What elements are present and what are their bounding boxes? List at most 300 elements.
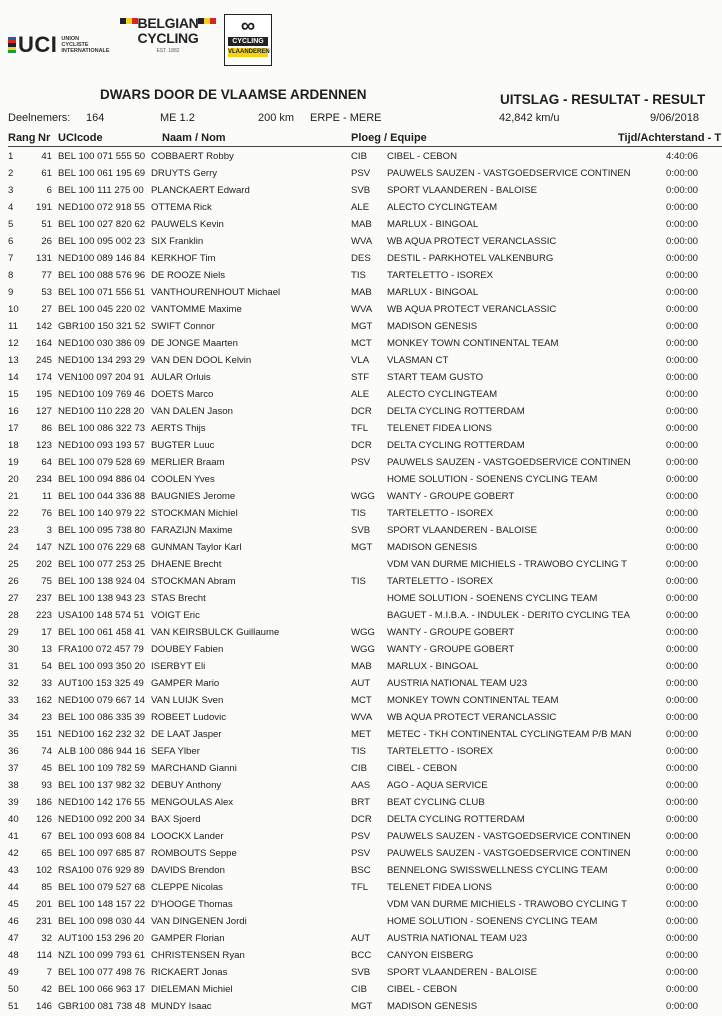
result-team-name: MONKEY TOWN CONTINENTAL TEAM [387,338,559,349]
result-team-name: TARTELETTO - ISOREX [387,508,494,519]
result-ucicode: VEN100 097 204 91 [58,372,145,383]
result-ucicode: BEL 100 138 924 04 [58,576,146,587]
result-team-name: PAUWELS SAUZEN - VASTGOEDSERVICE CONTINEN [387,168,631,179]
result-team-code: TFL [351,882,369,893]
result-bib: 85 [41,882,52,893]
result-rank: 14 [8,372,19,383]
result-bib: 51 [41,219,52,230]
result-time: 0:00:00 [666,848,699,859]
result-ucicode: BEL 100 140 979 22 [58,508,146,519]
belgian-cycling-logo [118,14,218,66]
result-rank: 33 [8,695,19,706]
result-team-name: MARLUX - BINGOAL [387,661,479,672]
table-row [0,403,722,420]
result-team-code: SVB [351,525,371,536]
result-team-name: BAGUET - M.I.B.A. - INDULEK - DERITO CYCLING TEA [387,610,631,621]
result-rank: 9 [8,287,14,298]
race-date: 9/06/2018 [650,112,699,124]
result-time: 0:00:00 [666,831,699,842]
result-rank: 26 [8,576,19,587]
result-team-code: BRT [351,797,371,808]
result-rank: 46 [8,916,19,927]
result-rank: 31 [8,661,19,672]
result-rank: 29 [8,627,19,638]
table-row [0,590,722,607]
result-team-name: PAUWELS SAUZEN - VASTGOEDSERVICE CONTINEN [387,831,631,842]
table-row [0,726,722,743]
result-rider-name: DHAENE Brecht [151,559,222,570]
result-rank: 39 [8,797,19,808]
result-rank: 36 [8,746,19,757]
result-team-name: WANTY - GROUPE GOBERT [387,491,515,502]
result-team-code: DCR [351,406,372,417]
participants-label: Deelnemers: [8,112,71,124]
result-team-code: WVA [351,236,373,247]
table-row [0,420,722,437]
result-time: 0:00:00 [666,865,699,876]
result-bib: 93 [41,780,52,791]
result-rider-name: STOCKMAN Abram [151,576,236,587]
result-rank: 6 [8,236,14,247]
table-row [0,692,722,709]
result-team-code: WVA [351,304,373,315]
infinity-icon: ∞ [240,15,256,37]
result-ucicode: NED100 072 918 55 [58,202,145,213]
result-team-name: AUSTRIA NATIONAL TEAM U23 [387,678,528,689]
result-team-name: CANYON EISBERG [387,950,474,961]
table-row [0,828,722,845]
result-time: 0:00:00 [666,712,699,723]
result-rider-name: SEFA Ylber [151,746,200,757]
result-rider-name: COOLEN Yves [151,474,215,485]
table-row [0,811,722,828]
result-rider-name: BAUGNIES Jerome [151,491,236,502]
result-bib: 26 [41,236,52,247]
result-rider-name: VAN LUIJK Sven [151,695,224,706]
result-bib: 174 [35,372,52,383]
result-bib: 146 [35,1001,52,1012]
table-row [0,437,722,454]
result-bib: 27 [41,304,52,315]
result-team-name: HOME SOLUTION - SOENENS CYCLING TEAM [387,916,598,927]
result-bib: 33 [41,678,52,689]
result-time: 0:00:00 [666,678,699,689]
result-ucicode: ALB 100 086 944 16 [58,746,146,757]
result-team-code: CIB [351,984,367,995]
result-time: 0:00:00 [666,610,699,621]
result-rider-name: DE ROOZE Niels [151,270,226,281]
table-row [0,913,722,930]
result-ucicode: BEL 100 097 685 87 [58,848,146,859]
result-team-code: WGG [351,644,375,655]
result-bib: 102 [35,865,52,876]
result-team-name: MARLUX - BINGOAL [387,287,479,298]
result-team-name: CIBEL - CEBON [387,151,458,162]
result-bib: 53 [41,287,52,298]
result-ucicode: AUT100 153 296 20 [58,933,144,944]
result-rider-name: PAUWELS Kevin [151,219,224,230]
result-bib: 67 [41,831,52,842]
result-ucicode: BEL 100 079 527 68 [58,882,146,893]
belgian-flag-icon [120,18,138,24]
result-bib: 202 [35,559,52,570]
result-time: 0:00:00 [666,882,699,893]
table-row [0,998,722,1015]
participants-count: 164 [86,112,105,124]
race-distance: 200 km [258,112,295,124]
uci-rainbow-icon [8,37,16,53]
table-row [0,352,722,369]
result-time: 0:00:00 [666,967,699,978]
result-bib: 162 [35,695,52,706]
result-rank: 25 [8,559,19,570]
result-time: 0:00:00 [666,185,699,196]
result-ucicode: NZL 100 099 793 61 [58,950,146,961]
result-time: 0:00:00 [666,525,699,536]
result-ucicode: BEL 100 071 556 51 [58,287,146,298]
result-team-code: STF [351,372,370,383]
result-rank: 19 [8,457,19,468]
result-time: 0:00:00 [666,202,699,213]
result-ucicode: BEL 100 061 195 69 [58,168,146,179]
result-time: 0:00:00 [666,304,699,315]
result-time: 4:40:06 [666,151,699,162]
result-team-code: PSV [351,831,371,842]
result-time: 0:00:00 [666,219,699,230]
table-row [0,471,722,488]
result-rank: 12 [8,338,19,349]
result-time: 0:00:00 [666,236,699,247]
result-team-name: WB AQUA PROTECT VERANCLASSIC [387,304,557,315]
result-rider-name: COBBAERT Robby [151,151,234,162]
result-time: 0:00:00 [666,321,699,332]
result-time: 0:00:00 [666,780,699,791]
result-rider-name: ISERBYT Eli [151,661,206,672]
result-rider-name: DEBUY Anthony [151,780,222,791]
result-time: 0:00:00 [666,576,699,587]
result-team-name: TARTELETTO - ISOREX [387,576,494,587]
result-ucicode: USA100 148 574 51 [58,610,145,621]
result-rider-name: STAS Brecht [151,593,206,604]
result-rank: 21 [8,491,19,502]
result-time: 0:00:00 [666,950,699,961]
result-bib: 61 [41,168,52,179]
result-team-code: CIB [351,151,367,162]
cycling-vlaanderen-line2: VLAANDEREN [228,49,270,55]
result-bib: 123 [35,440,52,451]
table-row [0,301,722,318]
table-row [0,522,722,539]
result-rider-name: BAX Sjoerd [151,814,201,825]
result-rank: 42 [8,848,19,859]
result-rider-name: SIX Franklin [151,236,204,247]
result-team-code: MGT [351,1001,373,1012]
result-rank: 1 [8,151,14,162]
table-row [0,845,722,862]
result-team-name: SPORT VLAANDEREN - BALOISE [387,525,537,536]
table-row [0,896,722,913]
result-bib: 74 [41,746,52,757]
table-row [0,794,722,811]
result-team-code: BSC [351,865,371,876]
result-ucicode: NED100 089 146 84 [58,253,145,264]
table-row [0,199,722,216]
result-team-code: PSV [351,457,371,468]
result-time: 0:00:00 [666,423,699,434]
table-row [0,573,722,590]
result-team-code: DCR [351,440,372,451]
result-team-code: MET [351,729,372,740]
result-team-code: MGT [351,542,373,553]
result-bib: 77 [41,270,52,281]
result-rank: 30 [8,644,19,655]
result-bib: 127 [35,406,52,417]
result-rider-name: VAN DINGENEN Jordi [151,916,247,927]
result-rider-name: VOIGT Eric [151,610,200,621]
table-row [0,335,722,352]
result-rider-name: RICKAERT Jonas [151,967,228,978]
result-rider-name: BUGTER Luuc [151,440,215,451]
result-bib: 231 [35,916,52,927]
result-rider-name: PLANCKAERT Edward [151,185,250,196]
uci-subtitle: UNION CYCLISTE INTERNATIONALE [61,36,110,54]
result-time: 0:00:00 [666,406,699,417]
result-rank: 37 [8,763,19,774]
result-rank: 48 [8,950,19,961]
cycling-vlaanderen-line1: CYCLING [228,37,268,46]
result-team-name: METEC - TKH CONTINENTAL CYCLINGTEAM P/B MAN [387,729,632,740]
table-row [0,624,722,641]
results-table [0,148,722,1015]
result-rank: 20 [8,474,19,485]
result-bib: 245 [35,355,52,366]
result-ucicode: BEL 100 094 886 04 [58,474,146,485]
result-team-name: DELTA CYCLING ROTTERDAM [387,814,525,825]
result-rider-name: MUNDY Isaac [151,1001,212,1012]
result-bib: 32 [41,933,52,944]
result-time: 0:00:00 [666,695,699,706]
column-team: Ploeg / Equipe [351,132,427,144]
result-ucicode: BEL 100 079 528 69 [58,457,146,468]
result-rank: 18 [8,440,19,451]
result-time: 0:00:00 [666,372,699,383]
result-ucicode: BEL 100 077 253 25 [58,559,146,570]
result-rider-name: MARCHAND Gianni [151,763,237,774]
result-time: 0:00:00 [666,253,699,264]
result-team-code: AUT [351,678,371,689]
result-rider-name: KERKHOF Tim [151,253,216,264]
result-rank: 11 [8,321,18,332]
result-rank: 16 [8,406,19,417]
result-rank: 15 [8,389,19,400]
belgian-flag-icon [198,18,216,24]
result-rider-name: STOCKMAN Michiel [151,508,238,519]
table-row [0,539,722,556]
result-time: 0:00:00 [666,287,699,298]
table-row [0,369,722,386]
result-time: 0:00:00 [666,899,699,910]
result-team-name: TARTELETTO - ISOREX [387,746,494,757]
table-row [0,709,722,726]
result-time: 0:00:00 [666,746,699,757]
result-team-code: DES [351,253,371,264]
result-ucicode: NED100 079 667 14 [58,695,145,706]
table-row [0,233,722,250]
result-ucicode: NED100 109 769 46 [58,389,145,400]
result-rank: 13 [8,355,19,366]
result-team-name: BEAT CYCLING CLUB [387,797,485,808]
average-speed: 42,842 km/u [499,112,560,124]
result-rider-name: DOETS Marco [151,389,214,400]
result-team-code: TFL [351,423,369,434]
result-rider-name: CHRISTENSEN Ryan [151,950,245,961]
table-row [0,386,722,403]
result-rider-name: VANTHOURENHOUT Michael [151,287,281,298]
result-time: 0:00:00 [666,661,699,672]
result-rank: 49 [8,967,19,978]
table-row [0,505,722,522]
result-bib: 13 [41,644,52,655]
result-time: 0:00:00 [666,338,699,349]
table-row [0,216,722,233]
result-team-code: SVB [351,185,371,196]
result-time: 0:00:00 [666,814,699,825]
result-ucicode: BEL 100 071 555 50 [58,151,146,162]
result-time: 0:00:00 [666,457,699,468]
table-row [0,743,722,760]
table-row [0,165,722,182]
result-bib: 3 [46,525,52,536]
result-rider-name: VAN DALEN Jason [151,406,233,417]
result-team-code: MGT [351,321,373,332]
result-team-name: TELENET FIDEA LIONS [387,423,492,434]
result-bib: 114 [36,950,52,961]
result-bib: 131 [35,253,52,264]
result-time: 0:00:00 [666,627,699,638]
result-rank: 35 [8,729,19,740]
result-ucicode: NZL 100 076 229 68 [58,542,146,553]
result-bib: 86 [41,423,52,434]
result-team-code: PSV [351,168,371,179]
table-row [0,284,722,301]
result-time: 0:00:00 [666,797,699,808]
result-team-name: PAUWELS SAUZEN - VASTGOEDSERVICE CONTINEN [387,457,631,468]
result-rider-name: VAN DEN DOOL Kelvin [151,355,252,366]
result-bib: 17 [41,627,52,638]
result-team-code: MAB [351,661,372,672]
result-rider-name: D'HOOGE Thomas [151,899,233,910]
result-rank: 45 [8,899,19,910]
result-rank: 40 [8,814,19,825]
result-bib: 54 [41,661,52,672]
result-rider-name: CLEPPE Nicolas [151,882,223,893]
result-team-name: WB AQUA PROTECT VERANCLASSIC [387,712,557,723]
result-time: 0:00:00 [666,491,699,502]
column-nr: Nr [38,132,51,144]
result-bib: 42 [41,984,52,995]
result-bib: 201 [35,899,52,910]
result-title: UITSLAG - RESULTAT - RESULT [500,92,706,107]
result-rank: 44 [8,882,19,893]
result-time: 0:00:00 [666,168,699,179]
result-bib: 64 [41,457,52,468]
result-bib: 45 [41,763,52,774]
result-ucicode: FRA100 072 457 79 [58,644,144,655]
result-team-name: DELTA CYCLING ROTTERDAM [387,406,525,417]
result-time: 0:00:00 [666,644,699,655]
result-rider-name: DE LAAT Jasper [151,729,222,740]
result-team-name: MADISON GENESIS [387,321,478,332]
result-time: 0:00:00 [666,508,699,519]
result-bib: 65 [41,848,52,859]
table-row [0,760,722,777]
race-location: ERPE - MERE [310,112,382,124]
table-row [0,777,722,794]
result-bib: 191 [35,202,52,213]
result-team-name: TELENET FIDEA LIONS [387,882,492,893]
result-bib: 164 [35,338,52,349]
table-row [0,964,722,981]
result-rider-name: ROBEET Ludovic [151,712,227,723]
result-team-name: MADISON GENESIS [387,542,478,553]
result-team-code: WVA [351,712,373,723]
result-rank: 7 [8,253,14,264]
uci-logo [8,32,110,58]
race-category: ME 1.2 [160,112,195,124]
belgian-cycling-title: BELGIAN CYCLING [137,15,199,46]
result-team-code: AAS [351,780,371,791]
result-ucicode: BEL 100 095 738 80 [58,525,146,536]
result-ucicode: BEL 100 095 002 23 [58,236,146,247]
result-ucicode: NED100 092 200 34 [58,814,145,825]
table-row [0,641,722,658]
result-team-name: MARLUX - BINGOAL [387,219,479,230]
result-time: 0:00:00 [666,933,699,944]
result-rank: 5 [8,219,14,230]
result-team-code: MCT [351,695,372,706]
result-bib: 151 [35,729,52,740]
result-ucicode: GBR100 081 738 48 [58,1001,146,1012]
result-rank: 8 [8,270,14,281]
table-row [0,182,722,199]
result-rank: 41 [8,831,19,842]
result-team-code: TIS [351,746,366,757]
result-team-code: PSV [351,848,371,859]
table-row [0,879,722,896]
table-row [0,148,722,165]
result-team-name: START TEAM GUSTO [387,372,484,383]
result-team-code: ALE [351,389,370,400]
result-time: 0:00:00 [666,763,699,774]
result-team-name: AUSTRIA NATIONAL TEAM U23 [387,933,528,944]
result-bib: 234 [35,474,52,485]
result-rider-name: GAMPER Florian [151,933,225,944]
result-team-name: DELTA CYCLING ROTTERDAM [387,440,525,451]
result-rider-name: MENGOULAS Alex [151,797,234,808]
result-team-name: VLASMAN CT [387,355,449,366]
result-team-name: VDM VAN DURME MICHIELS - TRAWOBO CYCLING T [387,899,628,910]
result-rank: 50 [8,984,19,995]
result-bib: 237 [35,593,52,604]
header-logos [8,10,308,70]
result-team-code: MAB [351,287,372,298]
result-team-name: WANTY - GROUPE GOBERT [387,644,515,655]
table-row [0,930,722,947]
result-rider-name: ROMBOUTS Seppe [151,848,237,859]
result-rider-name: DRUYTS Gerry [151,168,218,179]
result-ucicode: BEL 100 093 350 20 [58,661,146,672]
result-time: 0:00:00 [666,559,699,570]
